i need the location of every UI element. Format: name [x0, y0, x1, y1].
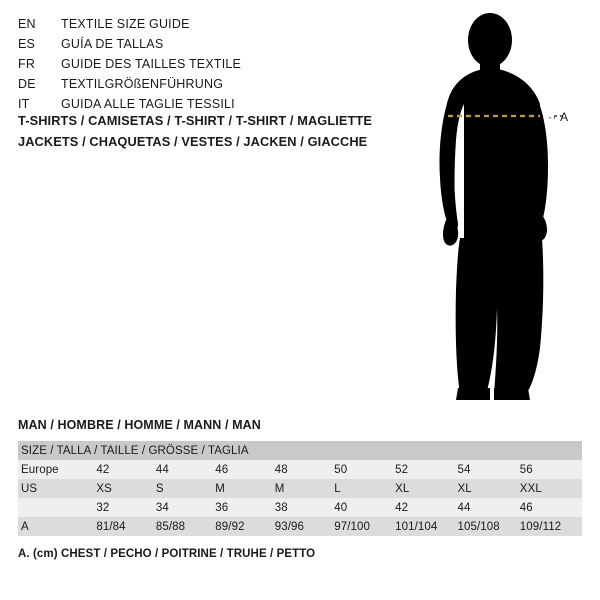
cell: S — [156, 479, 215, 498]
row-label — [18, 498, 96, 517]
cell: XL — [395, 479, 457, 498]
language-text: TEXTILE SIZE GUIDE — [61, 17, 190, 31]
cell: 52 — [395, 460, 457, 479]
cell: XXL — [520, 479, 582, 498]
category-list — [18, 110, 418, 152]
language-text: GUIDE DES TAILLES TEXTILE — [61, 57, 242, 71]
table-header-row — [18, 441, 582, 460]
language-row — [18, 34, 378, 54]
cell: 54 — [457, 460, 519, 479]
row-label: Europe — [18, 460, 96, 479]
cell: 105/108 — [457, 517, 519, 536]
table-row — [18, 479, 582, 498]
cell: 101/104 — [395, 517, 457, 536]
row-label: A — [18, 517, 96, 536]
language-code: DE — [18, 77, 36, 91]
language-row — [18, 74, 378, 94]
cell: L — [334, 479, 395, 498]
language-row — [18, 14, 378, 34]
table-header-label: SIZE / TALLA / TAILLE / GRÖSSE / TAGLIA — [18, 441, 582, 460]
cell: M — [215, 479, 274, 498]
cell: 48 — [275, 460, 334, 479]
cell: 38 — [275, 498, 334, 517]
language-code: IT — [18, 97, 30, 111]
cell: 42 — [395, 498, 457, 517]
table-row — [18, 460, 582, 479]
language-row — [18, 54, 378, 74]
cell: 109/112 — [520, 517, 582, 536]
cell: 97/100 — [334, 517, 395, 536]
row-label: US — [18, 479, 96, 498]
cell: 32 — [96, 498, 155, 517]
size-table — [18, 441, 582, 536]
table-footnote: A. (cm) CHEST / PECHO / POITRINE / TRUHE / PETTO — [18, 548, 316, 560]
cell: XS — [96, 479, 155, 498]
cell: 42 — [96, 460, 155, 479]
category-tshirts: T-SHIRTS / CAMISETAS / T-SHIRT / T-SHIRT / MAGLIETTE — [18, 113, 373, 128]
cell: 40 — [334, 498, 395, 517]
silhouette-icon — [398, 8, 598, 408]
cell: 89/92 — [215, 517, 274, 536]
cell: 34 — [156, 498, 215, 517]
cell: 50 — [334, 460, 395, 479]
table-row — [18, 498, 582, 517]
language-text: TEXTILGRÖßENFÜHRUNG — [61, 77, 224, 91]
cell: 44 — [156, 460, 215, 479]
language-text: GUÍA DE TALLAS — [61, 37, 164, 51]
cell: 36 — [215, 498, 274, 517]
measure-label-a: ·· A — [548, 110, 569, 124]
model-figure — [398, 8, 598, 408]
cell: 44 — [457, 498, 519, 517]
cell: 46 — [520, 498, 582, 517]
category-jackets: JACKETS / CHAQUETAS / VESTES / JACKEN / GIACCHE — [18, 134, 368, 149]
cell: 56 — [520, 460, 582, 479]
cell: 81/84 — [96, 517, 155, 536]
language-code: FR — [18, 57, 36, 71]
language-text: GUIDA ALLE TAGLIE TESSILI — [61, 97, 235, 111]
language-code: EN — [18, 17, 36, 31]
language-code: ES — [18, 37, 36, 51]
table-row — [18, 517, 582, 536]
cell: 93/96 — [275, 517, 334, 536]
table-title: MAN / HOMBRE / HOMME / MANN / MAN — [18, 418, 261, 432]
cell: M — [275, 479, 334, 498]
cell: 46 — [215, 460, 274, 479]
cell: 85/88 — [156, 517, 215, 536]
language-list — [18, 14, 378, 114]
cell: XL — [457, 479, 519, 498]
